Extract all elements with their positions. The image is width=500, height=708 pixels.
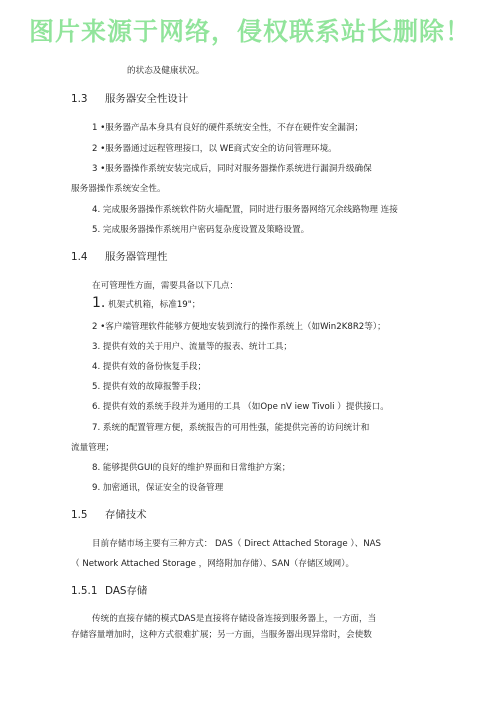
- list-item: 5. 提供有效的故障报警手段；: [92, 382, 207, 392]
- section-heading-1-4: [71, 250, 167, 264]
- watermark-text: 图片来源于网络，侵权联系站长删除！: [28, 17, 471, 46]
- list-number: 1.: [92, 295, 106, 311]
- list-item: 7. 系统的配置管理方便，系统报告的可用性强，能提供完善的访问统计和: [92, 423, 370, 433]
- list-item: 4. 提供有效的备份恢复手段；: [92, 362, 207, 372]
- paragraph-line: 传统的直接存储的模式DAS是直接将存储设备连接到服务器上，一方面，当: [92, 614, 377, 624]
- paragraph-line: 目前存储市场主要有三种方式： DAS（ Direct Attached Storage ）、NAS: [92, 539, 382, 549]
- section-number: 1.4: [71, 251, 88, 263]
- list-text: 机架式机箱，标准19"；: [105, 300, 201, 310]
- section-title: DAS存储: [105, 585, 148, 597]
- section-title: 服务器管理性: [105, 251, 168, 263]
- paragraph-line: 的状态及健康状况。: [127, 66, 205, 76]
- list-item: 1 •服务器产品本身具有良好的硬件系统安全性，不存在硬件安全漏洞；: [92, 123, 364, 133]
- section-heading-1-5: [71, 508, 147, 522]
- list-item: 4. 完成服务器操作系统软件防火墙配置，同时进行服务器网络冗余线路物理 连接: [92, 205, 398, 215]
- list-item: 9. 加密通讯，保证安全的设备管理: [92, 483, 224, 493]
- list-item-continuation: 服务器操作系统安全性。: [71, 184, 166, 194]
- list-item: 2 •客户端管理软件能够方便地安装到流行的操作系统上（如Win2K8R2等）；: [92, 322, 386, 332]
- paragraph-line: 在可管理性方面，需要具备以下几点：: [92, 281, 239, 291]
- list-item: 5. 完成服务器操作系统用户密码复杂度设置及策略设置。: [92, 225, 310, 235]
- list-item: 3. 提供有效的关于用户、流量等的报表、统计工具；: [92, 342, 292, 352]
- section-title: 服务器安全性设计: [105, 93, 189, 105]
- section-heading-1-3: [71, 92, 188, 106]
- section-number: 1.5: [71, 509, 88, 521]
- section-title: 存储技术: [105, 509, 147, 521]
- list-item: 2 •服务器通过远程管理接口，以 WE商式安全的访问管理环境。: [92, 144, 337, 154]
- list-item: [92, 297, 200, 311]
- list-item: 6. 提供有效的系统手段并为通用的工具 （如Ope nV iew Tivoli ）提供接口。: [92, 402, 389, 412]
- list-item: 3 •服务器操作系统安装完成后，同时对服务器操作系统进行漏洞升级确保: [92, 164, 372, 174]
- section-heading-1-5-1: [71, 584, 147, 598]
- list-item-continuation: 流量管理；: [71, 443, 114, 453]
- list-item: 8. 能够提供GUI的良好的维护界面和日常维护方案；: [92, 463, 291, 473]
- section-number: 1.5.1: [71, 585, 98, 597]
- paragraph-line: （ Network Attached Storage ，网络附加存储）、SAN（存储区域网）。: [71, 559, 355, 569]
- section-number: 1.3: [71, 93, 88, 105]
- paragraph-line: 存储容量增加时，这种方式很难扩展；另一方面，当服务器出现异常时，会使数: [71, 630, 372, 640]
